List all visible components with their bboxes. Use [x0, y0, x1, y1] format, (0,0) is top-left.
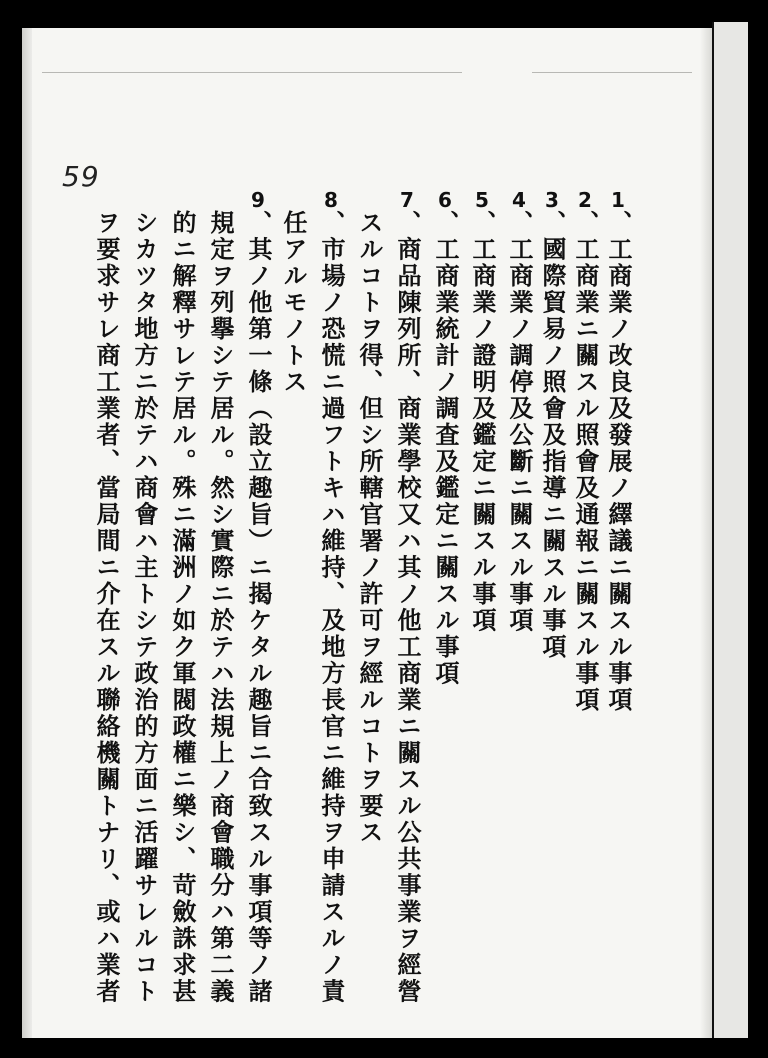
text-column [387, 190, 427, 1005]
item-number: 7 [400, 190, 414, 210]
text-column [462, 190, 502, 634]
column-text: 的ニ解釋サレテ居ル。殊ニ滿洲ノ如ク軍閥政權ニ樂シ、苛斂誅求甚 [168, 210, 197, 1005]
column-text: 規定ヲ列擧シテ居ル。然シ實際ニ於テハ法規上ノ商會職分ハ第二義 [206, 210, 235, 1005]
page-number: 59 [62, 160, 100, 193]
book-spine [712, 22, 748, 1038]
column-text: 任アルモノトス [279, 210, 308, 396]
text-column [499, 190, 539, 634]
column-text: 、商品陳列所、商業學校又ハ其ノ他工商業ニ關スル公共事業ヲ經營 [393, 210, 422, 1005]
column-text: 、市場ノ恐慌ニ過フトキハ維持、及地方長官ニ維持ヲ申請スルノ責 [317, 210, 346, 1005]
item-number: 1 [611, 190, 625, 210]
column-text: ヲ要求サレ商工業者、當局間ニ介在スル聯絡機關トナリ、或ハ業者 [92, 210, 121, 1005]
column-text: 、其ノ他第一條（設立趣旨）ニ揭ケタル趣旨ニ合致スル事項等ノ諸 [244, 210, 273, 1005]
text-column [162, 210, 202, 1005]
text-column [238, 190, 278, 1005]
text-column [86, 210, 126, 1005]
column-text: 、工商業ノ改良及發展ノ繹議ニ關スル事項 [604, 210, 633, 714]
top-rule [532, 72, 692, 73]
item-number: 3 [545, 190, 559, 210]
item-number: 6 [438, 190, 452, 210]
item-number: 5 [475, 190, 489, 210]
column-text: スルコトヲ得、但シ所轄官署ノ許可ヲ經ルコトヲ要ス [355, 210, 384, 846]
column-text: シカツタ地方ニ於テハ商會ハ主トシテ政治的方面ニ活躍サレルコト [130, 210, 159, 1005]
text-column [311, 190, 351, 1005]
column-text: 、工商業ニ關スル照會及通報ニ關スル事項 [571, 210, 600, 714]
column-text: 、國際貿易ノ照會及指導ニ關スル事項 [538, 210, 567, 661]
item-number: 9 [251, 190, 265, 210]
top-rule [42, 72, 462, 73]
text-column [200, 210, 240, 1005]
text-column [273, 210, 313, 396]
item-number: 2 [578, 190, 592, 210]
column-text: 、工商業ノ證明及鑑定ニ關スル事項 [468, 210, 497, 634]
text-column [124, 210, 164, 1005]
item-number: 4 [512, 190, 526, 210]
text-column [425, 190, 465, 687]
binding-shadow [700, 28, 712, 1038]
text-column [349, 210, 389, 846]
column-text: 、工商業ノ調停及公斷ニ關スル事項 [505, 210, 534, 634]
column-text: 、工商業統計ノ調査及鑑定ニ關スル事項 [431, 210, 460, 687]
item-number: 8 [324, 190, 338, 210]
page-edge [22, 28, 32, 1038]
